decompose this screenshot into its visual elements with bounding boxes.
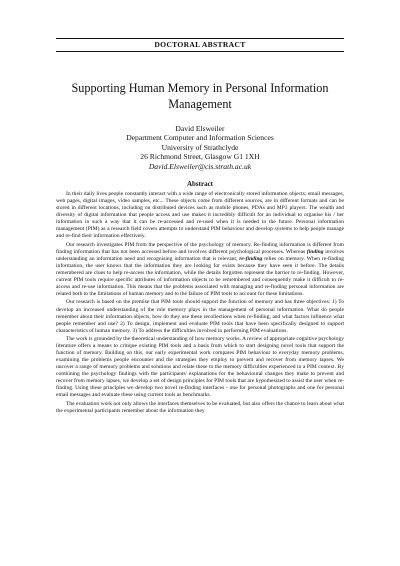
p2-text-a: Our research investigates PIM from the perspective of the psychology of memory. Re-finding information is different from finding information that has not been accessed before and involves different psychological processes. Whereas [56,241,344,255]
author-university: University of Strathclyde [161,142,239,152]
abstract-paragraph-3: Our research is based on the premise that PIM tools should support the function of memory and has three objectives: 1) To develop an increased understanding of the role memory plays in the management of personal information. What do people remember about their information objects, how do they use these recollections when re-finding, and what factors influence what people remember and use? 2) To design, implement and evaluate PIM tools that have been specifically designed to support characteristics of human memory. 3) To address the difficulties involved in performing PIM evaluations. [56,299,344,334]
abstract-heading: Abstract [186,180,214,188]
p2-text-c: relies on memory. When re-finding information, the user knows that the information they are looking for exists because they have seen it before. The details remembered are clues to help re-access the information, while the details forgotten represent the barrier to re-finding. However, current PIM tools require specific attributes of information objects to be remembered and consequently make it difficult to re-access and re-use information. This means that the problems associated with managing and re-finding personal information are related both to the limitations of human memory and to the failure of PIM tools to account for these limitations. [56,255,345,298]
header-bottom-rule [56,51,344,52]
author-email: David.Elsweiler@cis.strath.ac.uk [148,161,252,171]
abstract-body [56,191,344,416]
abstract-paragraph-5: The evaluation work not only allows the interfaces themselves to be evaluated, but also offers the chance to learn about what the experimental participants remember about the information they [56,400,344,414]
author-name: David Elsweiler [175,124,225,133]
author-department: Department Computer and Information Sciences [126,133,274,143]
p2-text-b: involves understanding an information need and recognising information that is relevant, [56,248,345,262]
author-address: 26 Richmond Street, Glasgow G1 1XH [140,152,260,162]
abstract-paragraph-1: In their daily lives people constantly interact with a wide range of electronically stored information objects; email messages, web pages, digital images, video samples, etc... These objects come from different sources, are in different formats and can be stored in different locations, including on distributed devices such as mobile phones, PDAs and MP3 players. The wealth and diversity of digital information that people access and use makes it incredibly difficult for an individual to organise his / her information in such a way that it can be re-accessed and re-used when it is needed in the future. Personal information management (PIM) as a research field covers attempts to understand PIM behaviour and develop systems to help people manage and re-find their information effectively. [56,191,344,240]
section-label: DOCTORAL ABSTRACT [154,40,246,49]
abstract-paragraph-4: The work is grounded by the theoretical understanding of how memory works. A review of appropriate cognitive psychology literature offers a means to critique existing PIM tools and a basis from which to start designing novel tools that support the function of memory. Building on this, our early experimental work compares PIM behaviour to everyday memory problems, examining the problems people encounter and the strategies they employ to prevent and recover from memory lapses. We uncover a range of memory problems and solutions and relate these to the memory difficulties experienced in a PIM context. By combining the psychology findings with the participants' explanations for the behavioural changes they make to prevent and recover from memory lapses, we develop a set of design principles for PIM tools that are hypothesized to assist the user when re-finding. Using these principles we develop two novel re-finding interfaces - one for personal photographs and one for personal email messages and evaluate these using current tools as benchmarks. [56,336,344,399]
p2-emphasis-finding: finding [306,248,324,255]
p2-emphasis-refinding: re-finding [239,255,263,262]
paper-title: Supporting Human Memory in Personal Information Management [71,81,329,111]
abstract-paragraph-2 [56,242,344,298]
header-top-rule [56,38,344,39]
author-block [56,124,344,171]
